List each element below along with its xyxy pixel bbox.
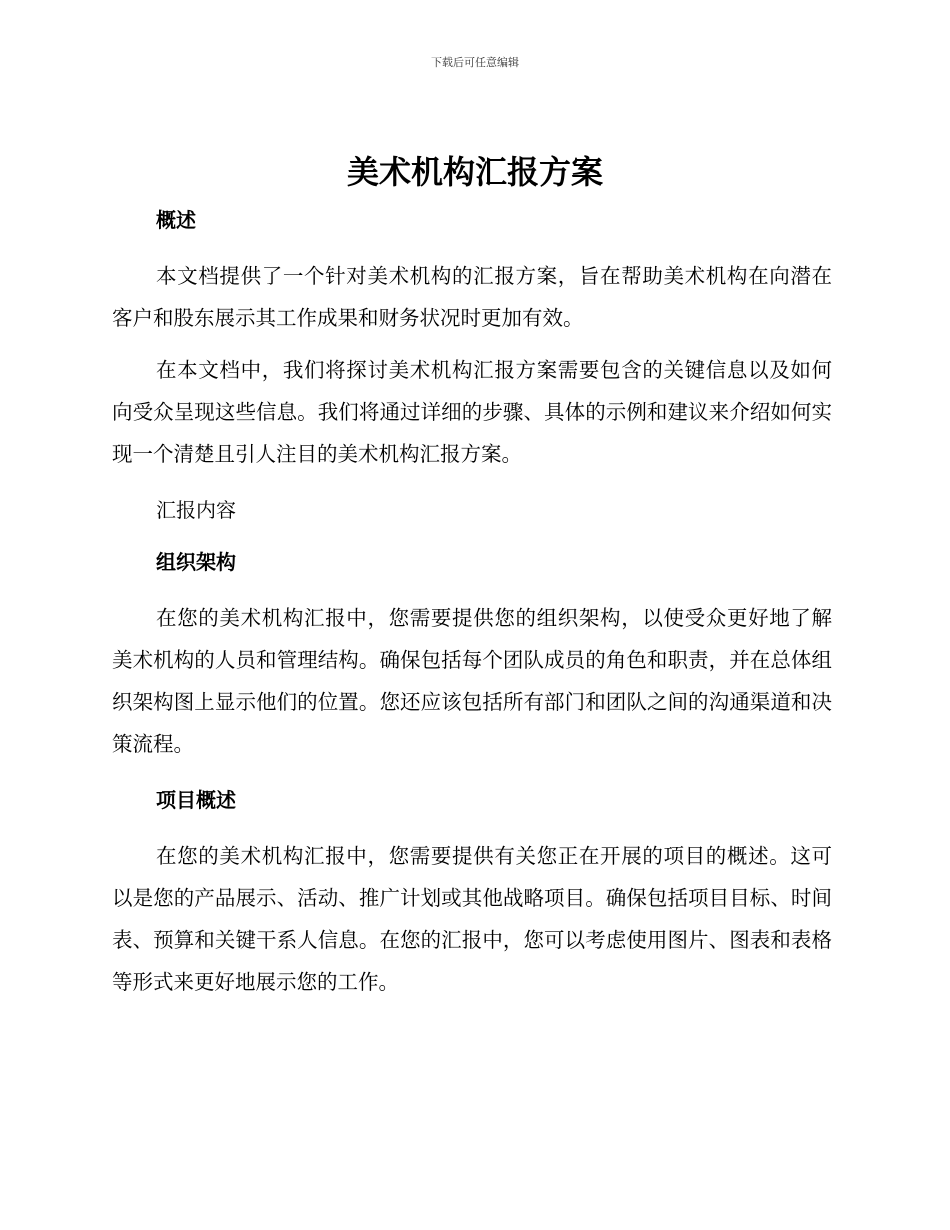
page-title: 美术机构汇报方案 — [346, 153, 603, 191]
paragraph-overview-2: 在本文档中，我们将探讨美术机构汇报方案需要包含的关键信息以及如何向受众呈现这些信息。我们将通过详细的步骤、具体的示例和建议来介绍如何实现一个清楚且引人注目的美术机构汇报方案。 — [112, 358, 832, 466]
paragraph-overview-1: 本文档提供了一个针对美术机构的汇报方案，旨在帮助美术机构在向潜在客户和股东展示其工作成果和财务状况时更加有效。 — [112, 264, 832, 330]
section-heading-org-structure: 组织架构 — [156, 550, 236, 574]
paragraph-org-structure: 在您的美术机构汇报中，您需要提供您的组织架构，以使受众更好地了解美术机构的人员和管理结构。确保包括每个团队成员的角色和职责，并在总体组织架构图上显示他们的位置。您还应该包括所有部门和团队之间的沟通渠道和决策流程。 — [112, 606, 832, 756]
section-heading-report-content: 汇报内容 — [156, 498, 236, 522]
document-body — [112, 203, 832, 1003]
header-note: 下载后可任意编辑 — [431, 56, 519, 69]
section-heading-project-overview: 项目概述 — [156, 788, 236, 812]
paragraph-project-overview: 在您的美术机构汇报中，您需要提供有关您正在开展的项目的概述。这可以是您的产品展示、活动、推广计划或其他战略项目。确保包括项目目标、时间表、预算和关键干系人信息。在您的汇报中，您可以考虑使用图片、图表和表格等形式来更好地展示您的工作。 — [112, 844, 832, 994]
section-heading-overview: 概述 — [156, 208, 196, 232]
